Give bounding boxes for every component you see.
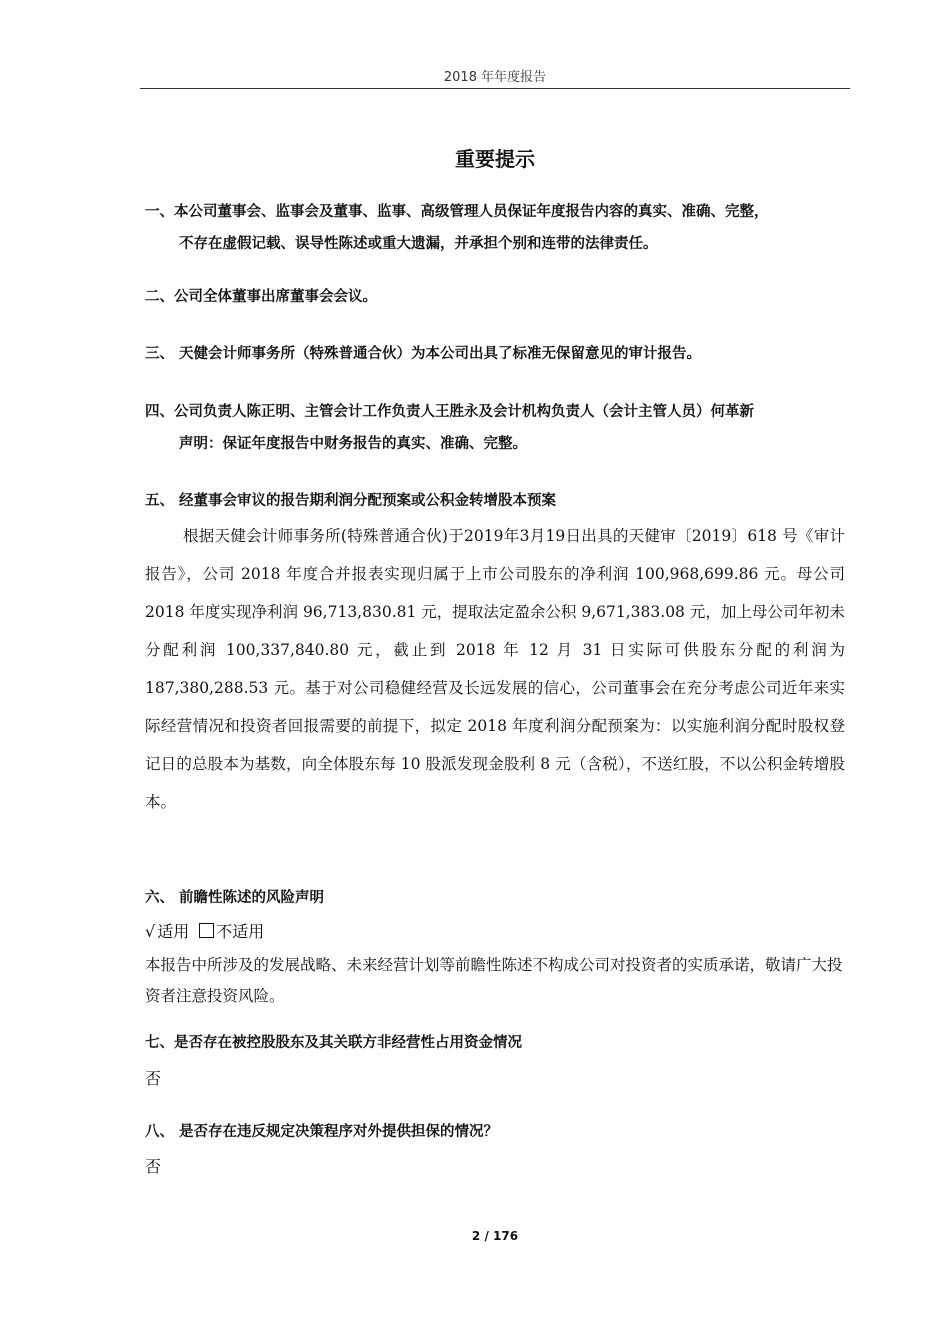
section-4 [145, 396, 855, 460]
empty-checkbox-icon [199, 923, 214, 938]
page-title: 重要提示 [455, 147, 535, 171]
section-6-heading: 六、 前瞻性陈述的风险声明 [145, 890, 325, 906]
check-mark-icon: √ [145, 922, 156, 941]
applicability-options [145, 917, 264, 947]
section-6-body: 本报告中所涉及的发展战略、未来经营计划等前瞻性陈述不构成公司对投资者的实质承诺，敬请广大投资者注意投资风险。 [145, 956, 843, 1005]
section-4-line-1: 四、公司负责人陈正明、主管会计工作负责人王胜永及会计机构负责人（会计主管人员）何革新 [145, 404, 754, 420]
section-8-answer: 否 [145, 1157, 162, 1176]
section-1-line-2: 不存在虚假记载、误导性陈述或重大遗漏，并承担个别和连带的法律责任。 [179, 236, 658, 252]
section-1 [145, 196, 855, 260]
section-7-heading: 七、是否存在被控股股东及其关联方非经营性占用资金情况 [145, 1035, 522, 1051]
header-rule [140, 88, 850, 89]
page-number: 2 / 176 [471, 1229, 519, 1243]
section-5-heading: 五、 经董事会审议的报告期利润分配预案或公积金转增股本预案 [145, 493, 557, 509]
section-1-line-1: 一、本公司董事会、监事会及董事、监事、高级管理人员保证年度报告内容的真实、准确、完整， [145, 204, 769, 220]
section-5-body: 根据天健会计师事务所(特殊普通合伙)于2019年3月19日出具的天健审〔2019〕618 号《审计报告》，公司 2018 年度合并报表实现归属于上市公司股东的净利润 100,968,699.86 元。母公司 2018 年度实现净利润 96,713,830.81 元，提取法定盈余公积 9,671,383.08 元，加上母公司年初未分配利润 100,337,840.80 元，截止到 2018 年 12 月 31 日实际可供股东分配的利润为 187,380,288.53 元。基于对公司稳健经营及长远发展的信心，公司董事会在充分考虑公司近年来实际经营情况和投资者回报需要的前提下，拟定 2018 年度利润分配预案为：以实施利润分配时股权登记日的总股本为基数，向全体股东每 10 股派发现金股利 8 元（含税），不送红股，不以公积金转增股本。 [145, 527, 845, 811]
section-4-line-2: 声明：保证年度报告中财务报告的真实、准确、完整。 [179, 436, 527, 452]
section-7-answer: 否 [145, 1069, 162, 1088]
option-applicable-label: 适用 [157, 922, 190, 941]
section-8-heading: 八、 是否存在违反规定决策程序对外提供担保的情况？ [145, 1124, 499, 1140]
section-2: 二、公司全体董事出席董事会会议。 [145, 289, 377, 305]
section-3: 三、 天健会计师事务所（特殊普通合伙）为本公司出具了标准无保留意见的审计报告。 [145, 346, 702, 362]
option-not-applicable-label: 不适用 [216, 922, 265, 941]
header-title: 2018 年年度报告 [443, 70, 547, 85]
